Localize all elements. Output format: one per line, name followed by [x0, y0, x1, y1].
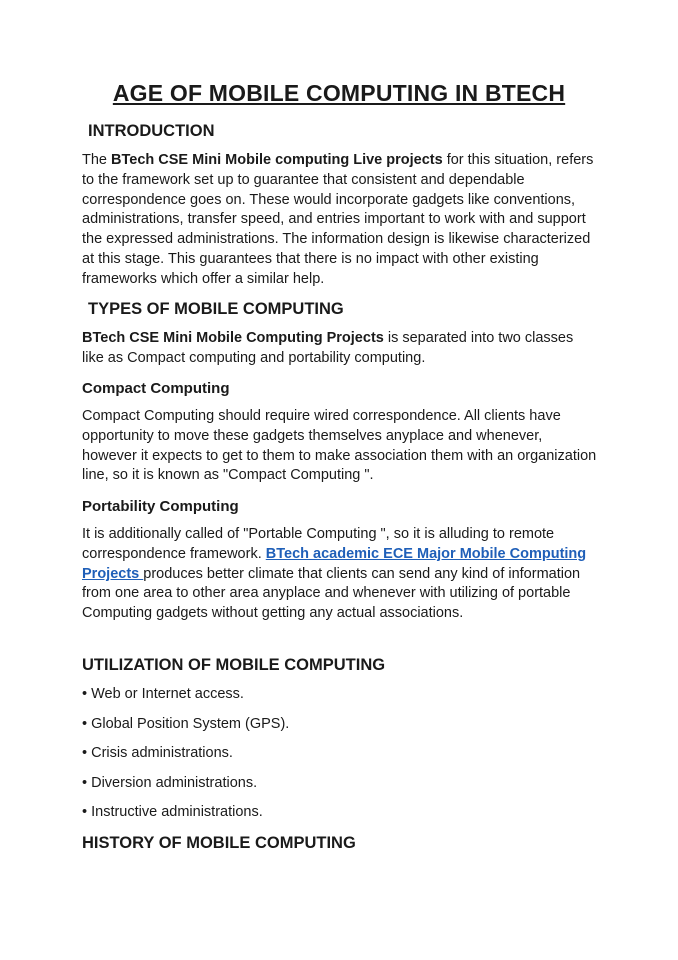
- history-heading: HISTORY OF MOBILE COMPUTING: [82, 834, 356, 852]
- types-heading: TYPES OF MOBILE COMPUTING: [88, 300, 344, 318]
- portability-heading: Portability Computing: [82, 498, 239, 515]
- page-title: AGE OF MOBILE COMPUTING IN BTECH: [112, 80, 566, 106]
- portability-paragraph: [82, 525, 597, 624]
- compact-paragraph: Compact Computing should require wired correspondence. All clients have opportunity to move these gadgets themselves anyplace and whenever, however it expects to get to them to make association them with an organization line, so it is known as "Compact Computing ".: [82, 408, 597, 484]
- intro-heading: INTRODUCTION: [88, 122, 215, 140]
- types-paragraph: [82, 329, 597, 369]
- portability-lead: It is additionally called of "Portable Computing ", so it is alluding to remote correspondence framework.: [82, 526, 555, 562]
- projects-link[interactable]: BTech academic ECE Major Mobile Computing Projects: [82, 545, 587, 582]
- types-rest: is separated into two classes like as Compact computing and portability computing.: [82, 330, 574, 366]
- list-item: • Diversion administrations.: [82, 775, 258, 791]
- list-item: • Web or Internet access.: [82, 686, 244, 702]
- portability-rest: produces better climate that clients can send any kind of information from one area to other area anyplace and whenever with utilizing of portable Computing gadgets without getting any actual associations.: [82, 565, 581, 622]
- intro-rest: for this situation, refers to the framework set up to guarantee that consistent and dependable correspondence goes on. These would incorporate gadgets like conventions, administrations, transfer speed, and entries important to work with and support the expressed administrations. The information design is likewise characterized at this stage. This guarantees that there is no impact with other existing frameworks which offer a similar help.: [82, 152, 594, 287]
- list-item: • Crisis administrations.: [82, 745, 233, 761]
- list-item: • Global Position System (GPS).: [82, 716, 290, 732]
- intro-bold-text: BTech CSE Mini Mobile computing Live projects: [111, 152, 443, 168]
- utilization-heading: UTILIZATION OF MOBILE COMPUTING: [82, 656, 386, 674]
- types-bold-text: BTech CSE Mini Mobile Computing Projects: [82, 330, 384, 346]
- intro-paragraph: [82, 151, 597, 290]
- list-item: • Instructive administrations.: [82, 804, 263, 820]
- intro-lead: The: [82, 152, 112, 168]
- compact-heading: Compact Computing: [82, 380, 230, 397]
